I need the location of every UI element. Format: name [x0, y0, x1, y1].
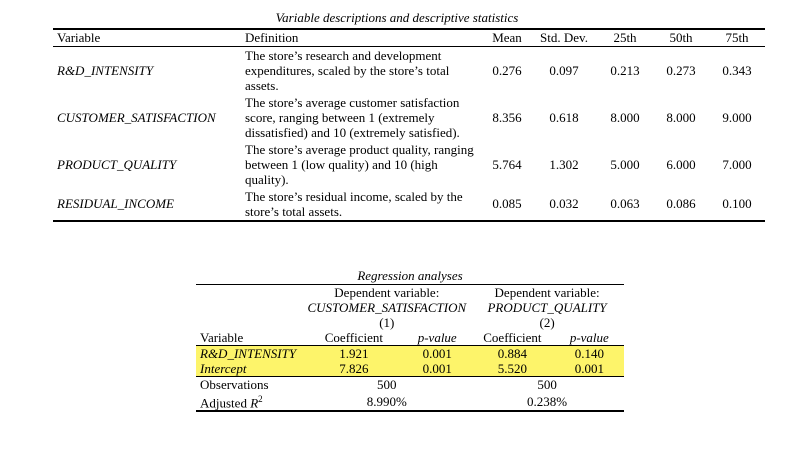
dependent-label-2: Dependent variable:: [494, 285, 600, 300]
table-row: [196, 346, 624, 362]
regression-table: [196, 284, 624, 412]
p50-value: 0.086: [666, 196, 696, 211]
pvalue-2: 0.140: [555, 346, 624, 362]
mean-value: 5.764: [492, 156, 522, 172]
dependent-variable-1: CUSTOMER_SATISFACTION: [307, 300, 467, 315]
header-variable: Variable: [57, 30, 101, 45]
regression-header-row: [196, 330, 624, 346]
header-p25: 25th: [613, 30, 637, 45]
p25-value: 0.063: [610, 196, 640, 211]
header-definition: Definition: [245, 30, 299, 45]
model-number-2: (2): [539, 315, 555, 330]
header-mean: Mean: [492, 30, 522, 45]
variable-definition: The store’s residual income, scaled by the store’s total assets.: [245, 189, 463, 219]
regressor-name: Intercept: [196, 361, 303, 377]
mean-value: 0.085: [492, 196, 522, 211]
observations-2: 500: [537, 377, 557, 392]
pvalue-1: 0.001: [404, 361, 470, 377]
p50-value: 8.000: [666, 109, 696, 125]
pvalue-1: 0.001: [404, 346, 470, 362]
variable-name: RESIDUAL_INCOME: [57, 196, 174, 211]
regression-caption: Regression analyses: [357, 268, 463, 283]
descriptives-caption: Variable descriptions and descriptive statistics: [275, 10, 519, 25]
variable-name: CUSTOMER_SATISFACTION: [57, 109, 216, 125]
header-pvalue-2: p-value: [569, 330, 609, 345]
model-number-1: (1): [379, 315, 395, 330]
std-value: 1.302: [549, 156, 579, 172]
table-row: [53, 188, 765, 221]
table-row: [196, 361, 624, 377]
variable-definition: The store’s average customer satisfaction score, ranging between 1 (extremely dissatisfied) and 10 (extremely satisfied).: [245, 95, 460, 140]
descriptives-header-row: [53, 29, 765, 47]
table-row: [53, 141, 765, 188]
variable-definition: The store’s average product quality, ranging between 1 (low quality) and 10 (high quality).: [245, 142, 474, 187]
dependent-label-row: [196, 285, 624, 301]
header-coefficient-1: Coefficient: [324, 330, 383, 345]
regressor-name: R&D_INTENSITY: [196, 346, 303, 362]
header-coefficient-2: Coefficient: [483, 330, 542, 345]
table-row: [53, 47, 765, 95]
dependent-variable-2: PRODUCT_QUALITY: [487, 300, 607, 315]
mean-value: 8.356: [492, 109, 522, 125]
p50-value: 0.273: [666, 62, 696, 78]
coefficient-2: 0.884: [470, 346, 554, 362]
coefficient-1: 1.921: [303, 346, 404, 362]
std-value: 0.618: [549, 109, 579, 125]
adjusted-r2-1: 8.990%: [366, 393, 407, 409]
p75-value: 0.343: [722, 62, 752, 78]
p25-value: 5.000: [610, 156, 640, 172]
mean-value: 0.276: [492, 62, 522, 78]
header-std: Std. Dev.: [540, 30, 588, 45]
header-p50: 50th: [669, 30, 693, 45]
std-value: 0.032: [549, 196, 579, 211]
observations-row: [196, 377, 624, 393]
variable-definition: The store’s research and development expenditures, scaled by the store’s total assets.: [245, 48, 450, 93]
coefficient-2: 5.520: [470, 361, 554, 377]
table-row: [53, 94, 765, 141]
std-value: 0.097: [549, 62, 579, 78]
header-pvalue-1: p-value: [417, 330, 457, 345]
adjusted-r2-2: 0.238%: [527, 393, 568, 409]
model-number-row: [196, 315, 624, 330]
p75-value: 9.000: [722, 109, 752, 125]
variable-name: R&D_INTENSITY: [57, 62, 154, 78]
p25-value: 8.000: [610, 109, 640, 125]
coefficient-1: 7.826: [303, 361, 404, 377]
descriptives-table: [53, 28, 765, 222]
header-p75: 75th: [725, 30, 749, 45]
p75-value: 7.000: [722, 156, 752, 172]
p50-value: 6.000: [666, 156, 696, 172]
adjusted-r2-label: Adjusted $R^2$: [200, 394, 263, 411]
variable-name: PRODUCT_QUALITY: [57, 156, 177, 172]
dependent-label-1: Dependent variable:: [334, 285, 440, 300]
pvalue-2: 0.001: [555, 361, 624, 377]
p25-value: 0.213: [610, 62, 640, 78]
observations-label: Observations: [200, 377, 269, 392]
p75-value: 0.100: [722, 196, 752, 211]
header-variable: Variable: [200, 330, 244, 345]
adjusted-r2-row: [196, 392, 624, 411]
dependent-name-row: [196, 300, 624, 315]
observations-1: 500: [377, 377, 397, 392]
